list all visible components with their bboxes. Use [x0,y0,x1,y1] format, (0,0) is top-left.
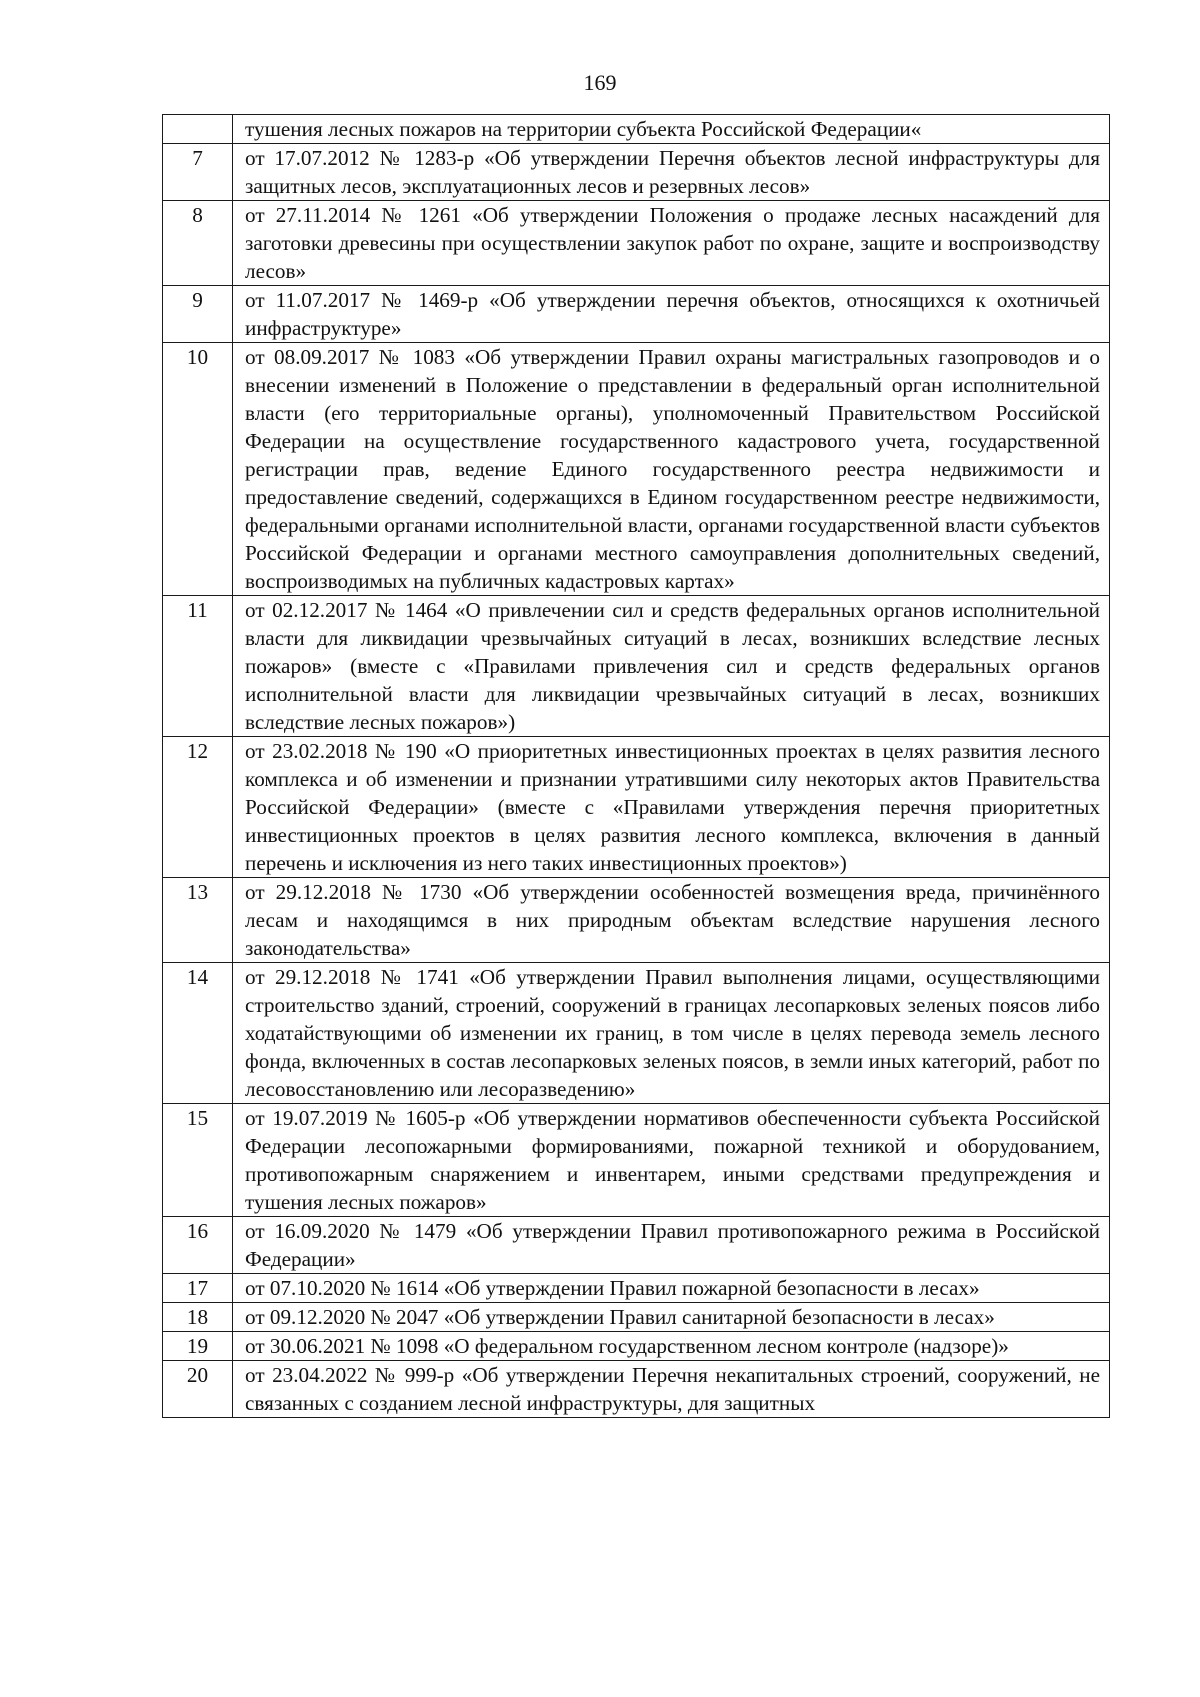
table-row [163,1274,1110,1303]
row-text: от 19.07.2019 № 1605-р «Об утверждении нормативов обеспеченности субъекта Российской Федерации лесопожарными формированиями, пожарной техникой и оборудованием, противопожарным снаряжением и инвентарем, иными средствами предупреждения и тушения лесных пожаров» [233,1104,1110,1217]
table-row [163,343,1110,596]
table-row [163,201,1110,286]
row-text: от 23.02.2018 № 190 «О приоритетных инвестиционных проектах в целях развития лесного комплекса и об изменении и признании утратившими силу некоторых актов Правительства Российской Федерации» (вместе с «Правилами утверждения перечня приоритетных инвестиционных проектов в целях развития лесного комплекса, включения в данный перечень и исключения из него таких инвестиционных проектов») [233,737,1110,878]
row-text: от 29.12.2018 № 1741 «Об утверждении Правил выполнения лицами, осуществляющими строительство зданий, строений, сооружений в границах лесопарковых зеленых поясов либо ходатайствующими об изменении их границ, в том числе в целях перевода земель лесного фонда, включенных в состав лесопарковых зеленых поясов, в земли иных категорий, работ по лесовосстановлению или лесоразведению» [233,963,1110,1104]
row-text: от 17.07.2012 № 1283-р «Об утверждении Перечня объектов лесной инфраструктуры для защитных лесов, эксплуатационных лесов и резервных лесов» [233,144,1110,201]
table-row [163,737,1110,878]
row-text: от 09.12.2020 № 2047 «Об утверждении Правил санитарной безопасности в лесах» [233,1303,1110,1332]
table-row [163,144,1110,201]
row-number: 13 [163,878,233,963]
table-row [163,596,1110,737]
row-number: 10 [163,343,233,596]
table-row [163,286,1110,343]
table-row [163,1332,1110,1361]
table-row [163,963,1110,1104]
row-text: от 23.04.2022 № 999-р «Об утверждении Перечня некапитальных строений, сооружений, не связанных с созданием лесной инфраструктуры, для защитных [233,1361,1110,1418]
table-row [163,1303,1110,1332]
row-text: от 30.06.2021 № 1098 «О федеральном государственном лесном контроле (надзоре)» [233,1332,1110,1361]
page-number: 169 [583,70,617,95]
row-number: 16 [163,1217,233,1274]
regulations-table [162,114,1110,1418]
row-number: 12 [163,737,233,878]
row-text: от 07.10.2020 № 1614 «Об утверждении Правил пожарной безопасности в лесах» [233,1274,1110,1303]
row-number: 14 [163,963,233,1104]
table-row [163,115,1110,144]
row-number: 9 [163,286,233,343]
row-number: 11 [163,596,233,737]
row-text: от 11.07.2017 № 1469-р «Об утверждении перечня объектов, относящихся к охотничьей инфраструктуре» [233,286,1110,343]
table-row [163,1361,1110,1418]
row-number [163,115,233,144]
table-row [163,1104,1110,1217]
row-text: от 27.11.2014 № 1261 «Об утверждении Положения о продаже лесных насаждений для заготовки древесины при осуществлении закупок работ по охране, защите и воспроизводству лесов» [233,201,1110,286]
table-row [163,878,1110,963]
row-text: от 02.12.2017 № 1464 «О привлечении сил и средств федеральных органов исполнительной власти для ликвидации чрезвычайных ситуаций в лесах, возникших вследствие лесных пожаров» (вместе с «Правилами привлечения сил и средств федеральных органов исполнительной власти для ликвидации чрезвычайных ситуаций в лесах, возникших вследствие лесных пожаров») [233,596,1110,737]
table-row [163,1217,1110,1274]
row-number: 15 [163,1104,233,1217]
row-text: от 08.09.2017 № 1083 «Об утверждении Правил охраны магистральных газопроводов и о внесении изменений в Положение о представлении в федеральный орган исполнительной власти (его территориальные органы), уполномоченный Правительством Российской Федерации на осуществление государственного кадастрового учета, государственной регистрации прав, ведение Единого государственного реестра недвижимости и предоставление сведений, содержащихся в Едином государственном реестре недвижимости, федеральными органами исполнительной власти, органами государственной власти субъектов Российской Федерации и органами местного самоуправления дополнительных сведений, воспроизводимых на публичных кадастровых картах» [233,343,1110,596]
row-text: от 29.12.2018 № 1730 «Об утверждении особенностей возмещения вреда, причинённого лесам и находящимся в них природным объектам вследствие нарушения лесного законодательства» [233,878,1110,963]
row-number: 8 [163,201,233,286]
row-text: тушения лесных пожаров на территории субъекта Российской Федерации« [233,115,1110,144]
row-number: 17 [163,1274,233,1303]
row-number: 18 [163,1303,233,1332]
row-number: 20 [163,1361,233,1418]
row-text: от 16.09.2020 № 1479 «Об утверждении Правил противопожарного режима в Российской Федерации» [233,1217,1110,1274]
row-number: 19 [163,1332,233,1361]
row-number: 7 [163,144,233,201]
